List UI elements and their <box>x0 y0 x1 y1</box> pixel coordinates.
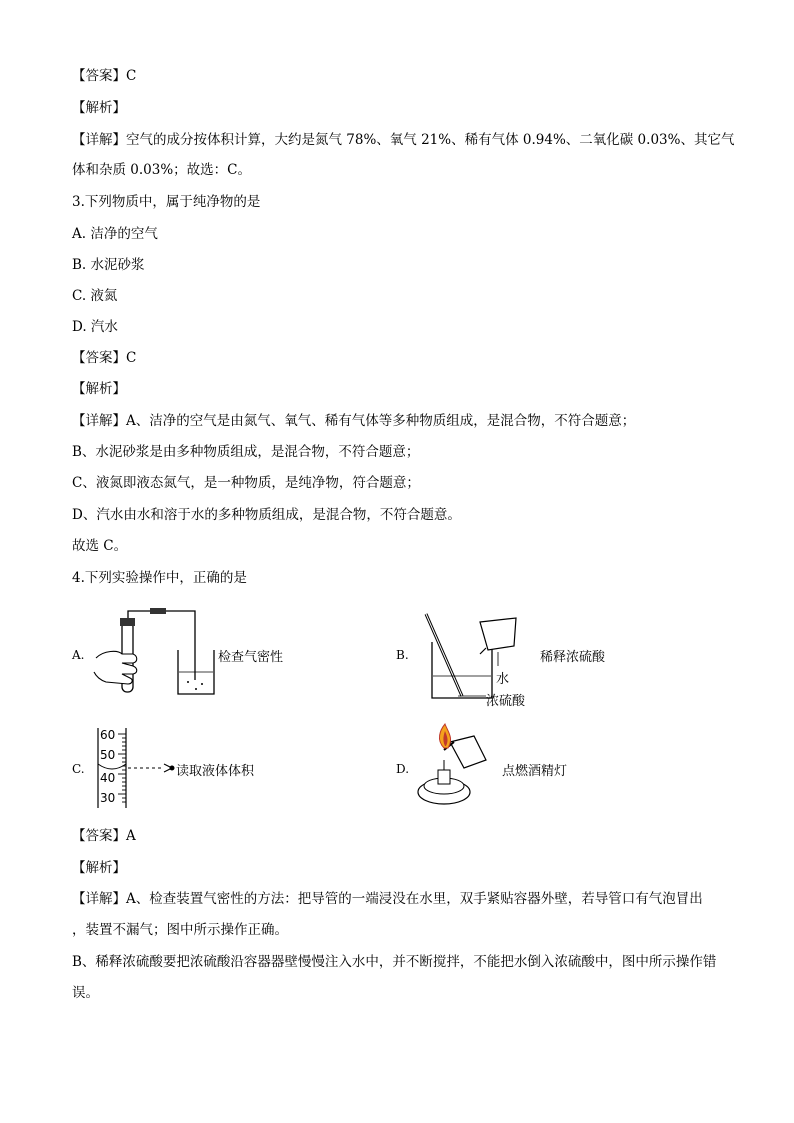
figure-c-tick-60: 60 <box>100 728 116 742</box>
q4-analysis-tag: 【解析】 <box>72 860 126 876</box>
answer-value: C <box>126 68 137 84</box>
q4-detail-line2: ，装置不漏气；图中所示操作正确。 <box>72 922 288 938</box>
q3-option-c: C. 液氮 <box>72 288 118 304</box>
detail-text: A、检查装置气密性的方法：把导管的一端浸没在水里，双手紧贴容器外壁，若导管口有气泡冒出 <box>126 891 703 907</box>
q2-answer <box>72 66 136 86</box>
q4-detail-line3: B、稀释浓硫酸要把浓硫酸沿容器器壁慢慢注入水中，并不断搅拌，不能把水倒入浓硫酸中，图中所示操作错 <box>72 954 717 970</box>
q3-detail-line5: 故选 C。 <box>72 538 128 554</box>
figure-b-label: 稀释浓硫酸 <box>540 650 606 665</box>
answer-value: C <box>126 350 137 366</box>
answer-tag: 【答案】 <box>72 68 126 84</box>
q2-detail-line1 <box>72 130 734 150</box>
q4-option-a-letter: A. <box>72 648 85 662</box>
figure-c-tick-30: 30 <box>100 791 116 805</box>
q3-option-d: D. 汽水 <box>72 319 118 335</box>
q3-answer <box>72 348 136 368</box>
q3-option-a: A. 洁净的空气 <box>72 226 158 242</box>
q4-detail-line1 <box>72 889 703 909</box>
q3-detail-line2: B、水泥砂浆是由多种物质组成，是混合物，不符合题意； <box>72 444 420 460</box>
q3-analysis-tag: 【解析】 <box>72 381 126 397</box>
figure-airtightness-check <box>92 606 227 700</box>
q3-question: 3.下列物质中，属于纯净物的是 <box>72 194 261 210</box>
figure-b-acid-label: 浓硫酸 <box>486 694 526 709</box>
q2-detail-line2: 体和杂质 0.03%；故选：C。 <box>72 162 252 178</box>
figure-c-tick-50: 50 <box>100 748 116 762</box>
q2-analysis-tag: 【解析】 <box>72 100 126 116</box>
answer-value: A <box>126 828 136 844</box>
figure-alcohol-lamp <box>414 722 504 812</box>
q3-detail-line3: C、液氮即液态氮气，是一种物质，是纯净物，符合题意； <box>72 475 420 491</box>
q4-option-d-letter: D. <box>396 762 410 776</box>
detail-tag: 【详解】 <box>72 891 126 907</box>
q4-option-b-letter: B. <box>396 648 409 662</box>
figure-a-label: 检查气密性 <box>218 650 284 665</box>
figure-b-water-label: 水 <box>496 672 510 687</box>
q3-detail-line1 <box>72 411 635 431</box>
q4-detail-line4: 误。 <box>72 985 99 1001</box>
figure-c-label: 读取液体体积 <box>176 764 255 779</box>
q4-option-c-letter: C. <box>72 762 85 776</box>
answer-tag: 【答案】 <box>72 828 126 844</box>
q4-answer <box>72 826 136 846</box>
detail-tag: 【详解】 <box>72 132 126 148</box>
q3-option-b: B. 水泥砂浆 <box>72 257 145 273</box>
q4-question: 4.下列实验操作中，正确的是 <box>72 570 247 586</box>
detail-tag: 【详解】 <box>72 413 126 429</box>
figure-c-tick-40: 40 <box>100 771 116 785</box>
figure-d-label: 点燃酒精灯 <box>502 764 568 779</box>
detail-text: A、洁净的空气是由氮气、氧气、稀有气体等多种物质组成，是混合物，不符合题意； <box>126 413 636 429</box>
answer-tag: 【答案】 <box>72 350 126 366</box>
q3-detail-line4: D、汽水由水和溶于水的多种物质组成，是混合物，不符合题意。 <box>72 507 461 523</box>
detail-text: 空气的成分按体积计算，大约是氮气 78%、氧气 21%、稀有气体 0.94%、二氧化碳 0.03%、其它气 <box>126 132 735 148</box>
